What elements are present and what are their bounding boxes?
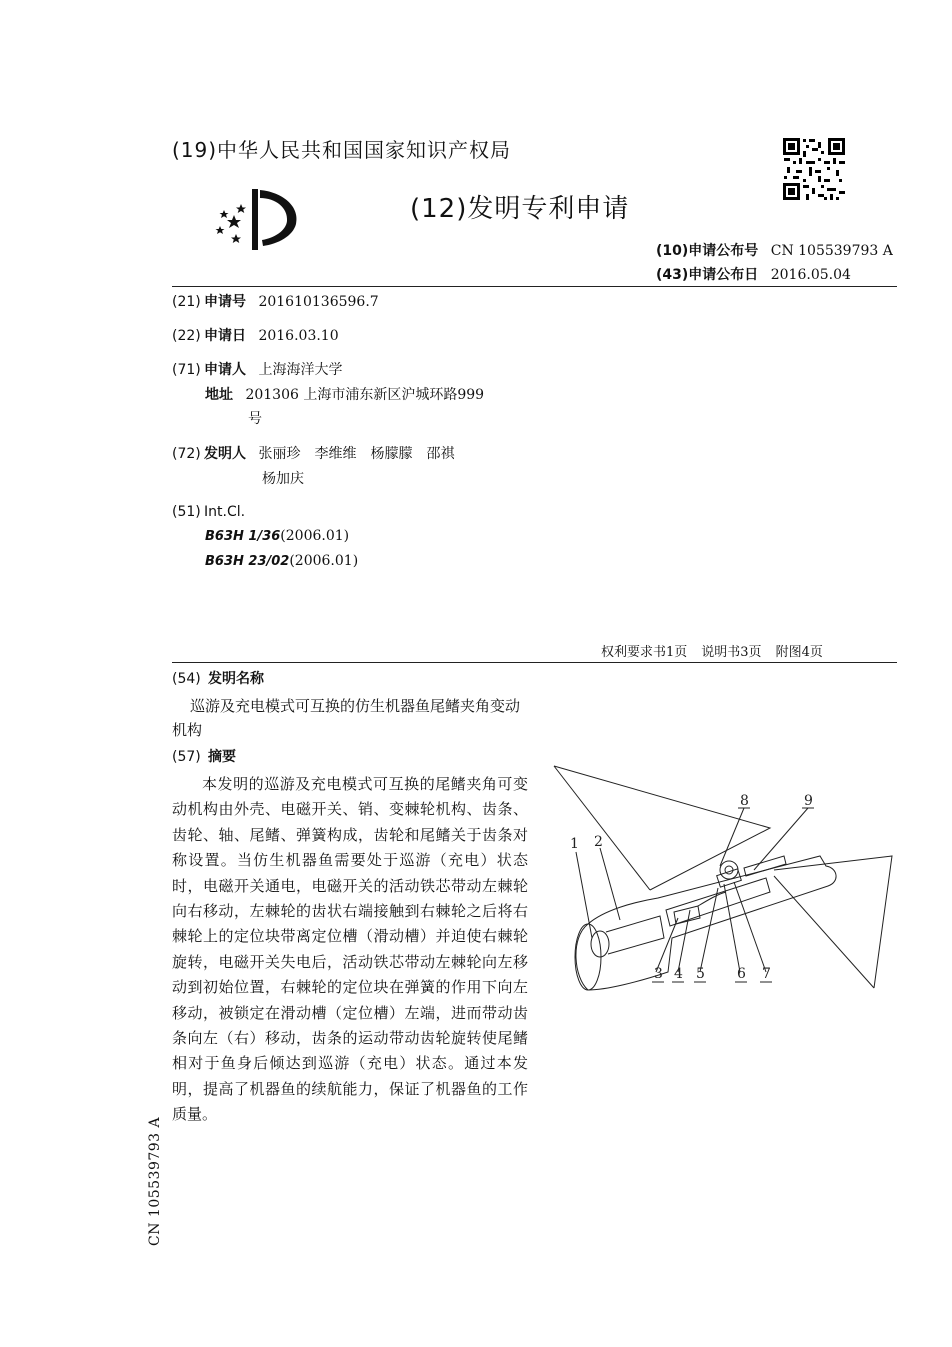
title-label: 发明名称 xyxy=(208,671,264,687)
claims-pages: 权利要求书1页 xyxy=(601,645,688,660)
figure-label: 9 xyxy=(804,793,813,809)
application-number-label: 申请号 xyxy=(204,294,246,310)
title-heading xyxy=(172,670,264,688)
applicant: 上海海洋大学 xyxy=(258,362,343,378)
invention-title: 巡游及充电模式可互换的仿生机器鱼尾鳍夹角变动机构 xyxy=(172,697,521,739)
inid-code: (72) xyxy=(172,446,201,462)
document-type: (12)发明专利申请 xyxy=(410,194,630,224)
address-line-1: 201306 上海市浦东新区沪城环路999 xyxy=(245,387,485,403)
qr-code xyxy=(782,137,846,201)
ipc-class-version: (2006.01) xyxy=(280,528,350,544)
description-pages: 说明书3页 xyxy=(701,645,762,660)
office-name: (19)中华人民共和国国家知识产权局 xyxy=(172,138,512,162)
publication-number: CN 105539793 A xyxy=(770,243,893,259)
address-line-2: 号 xyxy=(248,411,262,427)
abstract-label: 摘要 xyxy=(208,749,236,765)
ipc-label: Int.Cl. xyxy=(204,504,246,520)
abstract-text: 本发明的巡游及充电模式可互换的尾鳍夹角可变动机构由外壳、电磁开关、销、变棘轮机构、齿条、齿轮、轴、尾鳍、弹簧构成，齿轮和尾鳍关于齿条对称设置。当仿生机器鱼需要处于巡游（充电）状态时，电磁开关通电，电磁开关的活动铁芯带动左棘轮向右移动，左棘轮的齿状右端接触到右棘轮之后将右棘轮上的定位块带离定位槽（滑动槽）并迫使右棘轮旋转，电磁开关失电后，活动铁芯带动左棘轮向左移动到初始位置，右棘轮的定位块在弹簧的作用下向左移动，被锁定在滑动槽（定位槽）左端，进而带动齿条向左（右）移动，齿条的运动带动齿轮旋转使尾鳍相对于鱼身后倾达到巡游（充电）状态。通过本发明，提高了机器鱼的续航能力，保证了机器鱼的工作质量。 xyxy=(172,775,528,1124)
inventor-row xyxy=(172,445,454,463)
figure-label: 8 xyxy=(740,793,749,809)
inid-code: (21) xyxy=(172,294,201,310)
publication-date-row xyxy=(656,264,851,284)
inventors-line-1: 张丽珍 李维维 杨朦朦 邵祺 xyxy=(258,446,455,462)
publication-date-label: (43)申请公布日 xyxy=(656,267,759,283)
application-date-row xyxy=(172,327,339,345)
header-divider xyxy=(172,286,897,287)
section-divider xyxy=(172,662,897,663)
ipc-class-code: B63H 23/02 xyxy=(205,554,290,569)
figure-label: 6 xyxy=(737,966,746,982)
address-continuation xyxy=(248,410,262,428)
ipc-class-version: (2006.01) xyxy=(289,553,359,569)
side-publication-number: CN 105539793 A xyxy=(147,1116,163,1246)
inid-code: (57) xyxy=(172,749,201,765)
publication-date: 2016.05.04 xyxy=(770,267,851,283)
figure-label: 5 xyxy=(696,966,705,982)
publication-number-label: (10)申请公布号 xyxy=(656,243,759,259)
ipc-class-1 xyxy=(205,528,349,544)
figure-label: 1 xyxy=(570,836,579,852)
inventor-continuation xyxy=(262,470,304,488)
inventor-label: 发明人 xyxy=(204,446,246,462)
application-date: 2016.03.10 xyxy=(258,328,339,344)
figure-label: 3 xyxy=(654,966,663,982)
abstract-heading xyxy=(172,748,236,766)
figure-label: 4 xyxy=(674,966,683,982)
application-number-row xyxy=(172,293,379,311)
address-row xyxy=(205,386,484,404)
application-date-label: 申请日 xyxy=(204,328,246,344)
page-counts xyxy=(601,641,837,660)
inid-code: (54) xyxy=(172,671,201,687)
sipo-logo xyxy=(212,186,302,252)
abstract-figure xyxy=(548,760,894,1025)
figure-label: 2 xyxy=(594,834,603,850)
publication-number-row xyxy=(656,240,893,260)
inid-code: (22) xyxy=(172,328,201,344)
ipc-row xyxy=(172,503,245,521)
inid-code: (51) xyxy=(172,504,201,520)
address-label: 地址 xyxy=(205,387,233,403)
applicant-label: 申请人 xyxy=(204,362,246,378)
inventors-line-2: 杨加庆 xyxy=(262,471,304,487)
ipc-class-2 xyxy=(205,553,358,569)
figure-label: 7 xyxy=(762,966,771,982)
ipc-class-code: B63H 1/36 xyxy=(205,529,281,544)
application-number: 201610136596.7 xyxy=(258,294,379,310)
drawings-pages: 附图4页 xyxy=(775,645,823,660)
applicant-row xyxy=(172,361,342,379)
inid-code: (71) xyxy=(172,362,201,378)
